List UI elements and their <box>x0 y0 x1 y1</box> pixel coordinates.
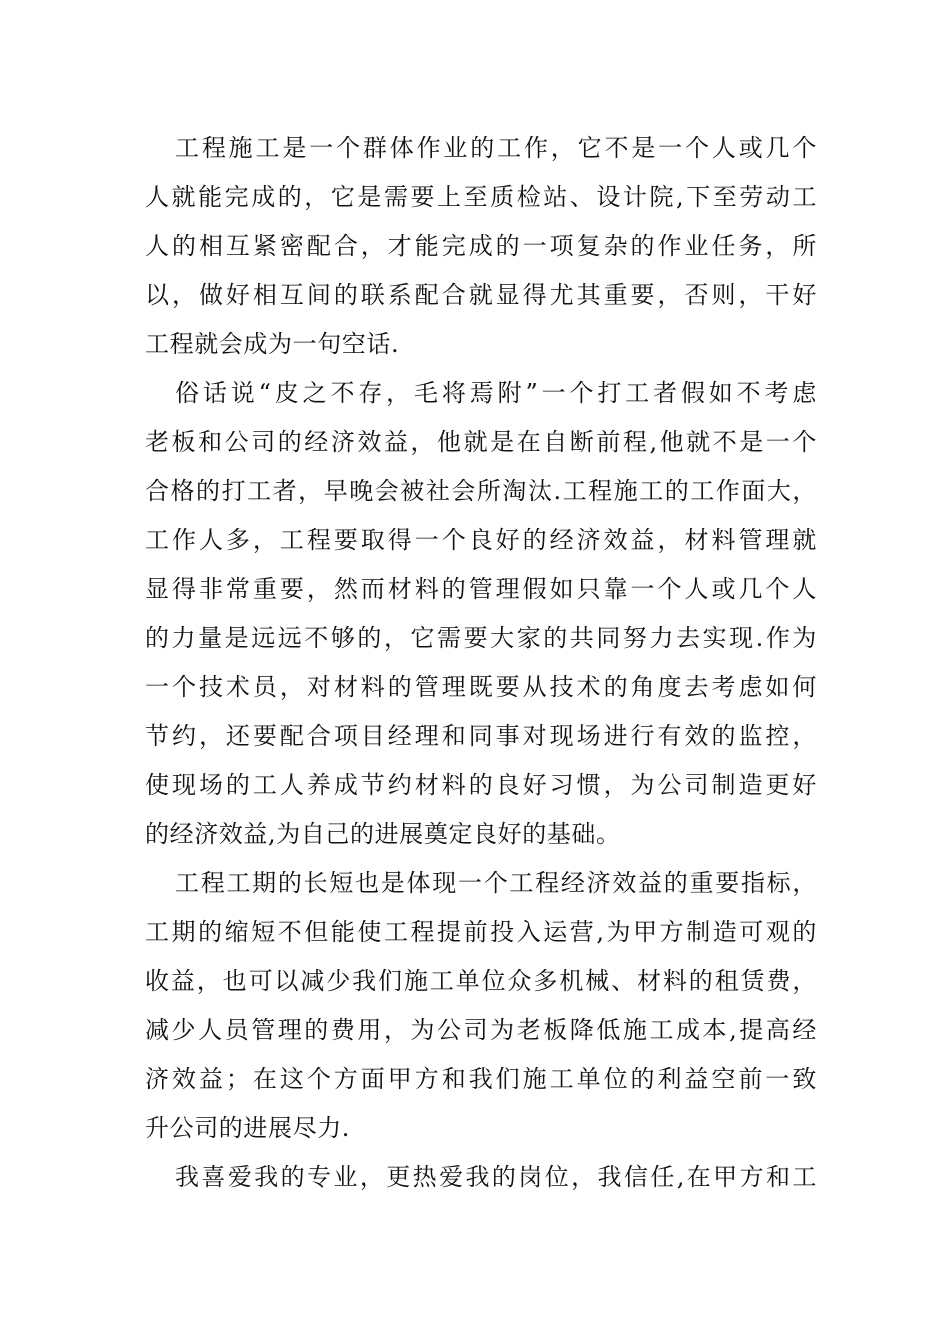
paragraph-2 <box>145 369 817 859</box>
paragraph-line: 的经济效益,为自己的进展奠定良好的基础。 <box>145 820 621 848</box>
paragraph-line: 人的相互紧密配合，才能完成的一项复杂的作业任务，所 <box>145 232 817 260</box>
paragraph-line: 一个技术员，对材料的管理既要从技术的角度去考虑如何 <box>145 673 817 701</box>
paragraph-line: 人就能完成的，它是需要上至质检站、设计院,下至劳动工 <box>145 183 817 211</box>
paragraph-line: 济效益；在这个方面甲方和我们施工单位的利益空前一致 <box>145 1065 817 1093</box>
paragraph-line: 工程施工是一个群体作业的工作，它不是一个人或几个 <box>175 134 817 162</box>
paragraph-line: 合格的打工者，早晚会被社会所淘汰.工程施工的工作面大， <box>145 477 817 505</box>
paragraph-4 <box>145 1153 817 1202</box>
paragraph-line: 工作人多，工程要取得一个良好的经济效益，材料管理就 <box>145 526 817 554</box>
paragraph-line: 工期的缩短不但能使工程提前投入运营,为甲方制造可观的 <box>145 918 817 946</box>
paragraph-line: 使现场的工人养成节约材料的良好习惯，为公司制造更好 <box>145 771 817 799</box>
paragraph-line: 俗话说“皮之不存，毛将焉附”一个打工者假如不考虑 <box>175 379 817 407</box>
paragraph-line: 我喜爱我的专业，更热爱我的岗位，我信任,在甲方和工 <box>175 1163 817 1191</box>
paragraph-1 <box>145 124 817 369</box>
paragraph-line: 的力量是远远不够的，它需要大家的共同努力去实现.作为 <box>145 624 817 652</box>
paragraph-line: 工程工期的长短也是体现一个工程经济效益的重要指标， <box>175 869 817 897</box>
paragraph-line: 节约，还要配合项目经理和同事对现场进行有效的监控， <box>145 722 817 750</box>
paragraph-3 <box>145 859 817 1153</box>
paragraph-line: 收益，也可以减少我们施工单位众多机械、材料的租赁费， <box>145 967 817 995</box>
paragraph-line: 以，做好相互间的联系配合就显得尤其重要，否则，干好 <box>145 281 817 309</box>
document-body <box>145 124 817 1202</box>
paragraph-line: 减少人员管理的费用，为公司为老板降低施工成本,提高经 <box>145 1016 817 1044</box>
paragraph-line: 老板和公司的经济效益，他就是在自断前程,他就不是一个 <box>145 428 817 456</box>
paragraph-line: 显得非常重要，然而材料的管理假如只靠一个人或几个人 <box>145 575 817 603</box>
paragraph-line: 工程就会成为一句空话. <box>145 330 400 358</box>
paragraph-line: 升公司的进展尽力. <box>145 1114 351 1142</box>
